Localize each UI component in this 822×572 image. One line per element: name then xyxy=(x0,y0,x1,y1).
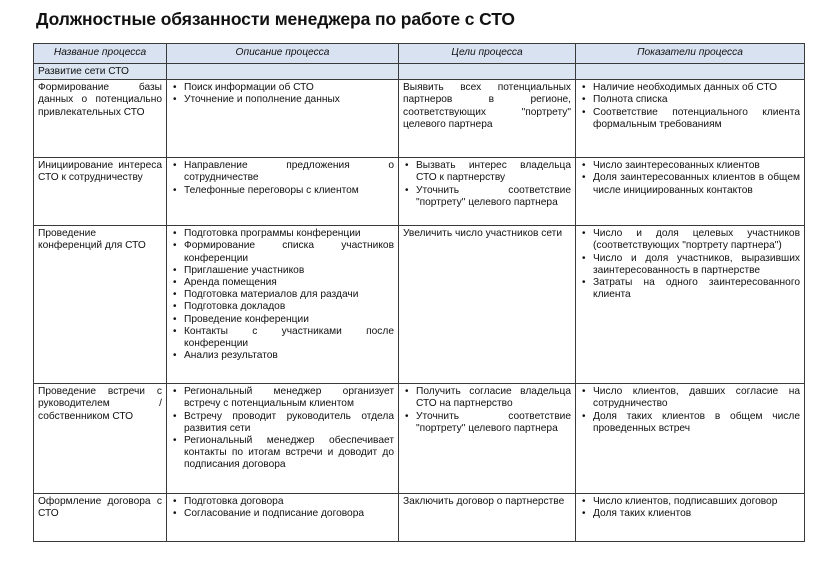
header-process-description: Описание процесса xyxy=(167,44,399,64)
list-item: • Уточнить соответствие "портрету" целевого партнера xyxy=(416,411,571,435)
list-item: • Региональный менеджер обеспечивает контакты по итогам встречи и доводит до подписания договора xyxy=(184,435,394,472)
list-item: • Вызвать интерес владельца СТО к партнерству xyxy=(416,160,571,184)
list-item: • Контакты с участниками после конференции xyxy=(184,326,394,350)
list-item: • Региональный менеджер организует встречу с потенциальным клиентом xyxy=(184,386,394,410)
list-item: • Затраты на одного заинтересованного клиента xyxy=(593,277,800,301)
list-item: • Подготовка программы конференции xyxy=(184,228,394,240)
table-row xyxy=(34,384,805,494)
process-name: Инициирование интереса СТО к сотрудничеству xyxy=(34,158,167,226)
process-name: Формирование базы данных о потенциально привлекательных СТО xyxy=(34,80,167,158)
indicators-list xyxy=(580,386,800,435)
list-item: • Доля таких клиентов xyxy=(593,508,800,520)
page-title: Должностные обязанности менеджера по работе с СТО xyxy=(36,9,515,29)
section-title: Развитие сети СТО xyxy=(34,64,167,80)
table-row xyxy=(34,158,805,226)
process-name: Проведение конференций для СТО xyxy=(34,226,167,384)
header-process-indicators: Показатели процесса xyxy=(576,44,805,64)
list-item: • Число и доля участников, выразивших заинтересованность в партнерстве xyxy=(593,253,800,277)
list-item: • Подготовка договора xyxy=(184,496,394,508)
list-item: • Направление предложения о сотрудничестве xyxy=(184,160,394,184)
header-process-name: Название процесса xyxy=(34,44,167,64)
list-item: • Получить согласие владельца СТО на партнерство xyxy=(416,386,571,410)
table-row xyxy=(34,226,805,384)
list-item: • Подготовка материалов для раздачи xyxy=(184,289,394,301)
description-list xyxy=(171,496,394,520)
list-item: • Аренда помещения xyxy=(184,277,394,289)
list-item: • Согласование и подписание договора xyxy=(184,508,394,520)
header-row xyxy=(34,44,805,64)
list-item: • Уточнение и пополнение данных xyxy=(184,94,394,106)
list-item: • Уточнить соответствие "портрету" целевого партнера xyxy=(416,185,571,209)
header-process-goals: Цели процесса xyxy=(399,44,576,64)
indicators-list xyxy=(580,228,800,301)
list-item: • Поиск информации об СТО xyxy=(184,82,394,94)
table-row xyxy=(34,80,805,158)
process-goals: Увеличить число участников сети xyxy=(399,226,576,384)
table-row xyxy=(34,494,805,542)
list-item: • Встречу проводит руководитель отдела развития сети xyxy=(184,411,394,435)
list-item: • Соответствие потенциального клиента формальным требованиям xyxy=(593,107,800,131)
indicators-list xyxy=(580,160,800,197)
list-item: • Число клиентов, давших согласие на сотрудничество xyxy=(593,386,800,410)
list-item: • Полнота списка xyxy=(593,94,800,106)
process-name: Оформление договора с СТО xyxy=(34,494,167,542)
list-item: • Число клиентов, подписавших договор xyxy=(593,496,800,508)
list-item: • Проведение конференции xyxy=(184,314,394,326)
process-goals: Заключить договор о партнерстве xyxy=(399,494,576,542)
list-item: • Число и доля целевых участников (соответствующих "портрету партнера") xyxy=(593,228,800,252)
list-item: • Анализ результатов xyxy=(184,350,394,362)
process-name: Проведение встречи с руководителем / собственником СТО xyxy=(34,384,167,494)
process-goals: Выявить всех потенциальных партнеров в регионе, соответствующих "портрету" целевого партнера xyxy=(399,80,576,158)
description-list xyxy=(171,228,394,362)
goals-list xyxy=(403,386,571,435)
list-item: • Доля заинтересованных клиентов в общем числе инициированных контактов xyxy=(593,172,800,196)
indicators-list xyxy=(580,496,800,520)
list-item: • Доля таких клиентов в общем числе проведенных встреч xyxy=(593,411,800,435)
list-item: • Телефонные переговоры с клиентом xyxy=(184,185,394,197)
indicators-list xyxy=(580,82,800,131)
description-list xyxy=(171,386,394,471)
list-item: • Формирование списка участников конференции xyxy=(184,240,394,264)
duties-table xyxy=(33,43,805,542)
section-row xyxy=(34,64,805,80)
list-item: • Приглашение участников xyxy=(184,265,394,277)
list-item: • Наличие необходимых данных об СТО xyxy=(593,82,800,94)
description-list xyxy=(171,82,394,106)
list-item: • Подготовка докладов xyxy=(184,301,394,313)
list-item: • Число заинтересованных клиентов xyxy=(593,160,800,172)
description-list xyxy=(171,160,394,197)
goals-list xyxy=(403,160,571,209)
